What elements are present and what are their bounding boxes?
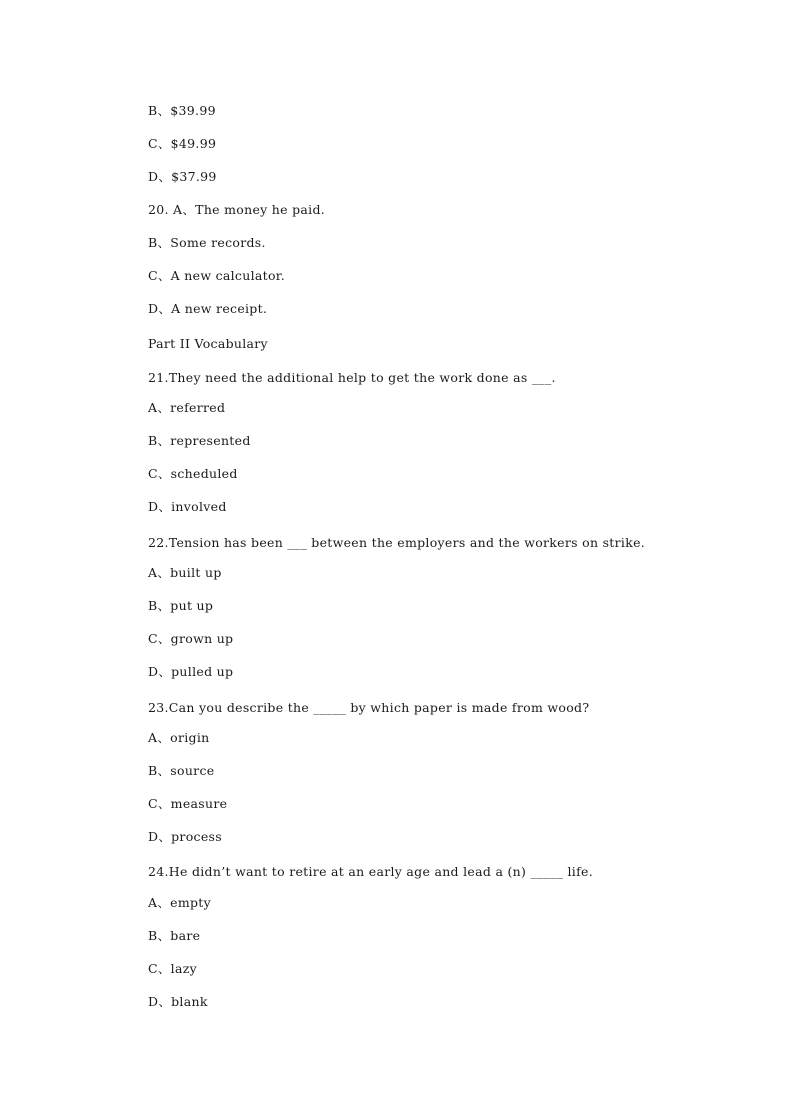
q22-option-d: D、pulled up: [148, 664, 234, 679]
q24-option-c: C、lazy: [148, 961, 197, 976]
q19-option-b: B、$39.99: [148, 103, 216, 118]
q20-question: 20. A、The money he paid.: [148, 202, 326, 217]
q20-option-b: B、Some records.: [148, 235, 266, 250]
q22-question: 22.Tension has been ___ between the employers and the workers on strike.: [148, 535, 646, 550]
q24-question: 24.He didn’t want to retire at an early age and lead a (n) _____ life.: [148, 864, 593, 879]
q21-question: 21.They need the additional help to get the work done as ___.: [148, 370, 556, 385]
q19-option-d: D、$37.99: [148, 169, 217, 184]
q23-option-a: A、origin: [148, 730, 210, 745]
q20-option-c: C、A new calculator.: [148, 268, 285, 283]
q22-option-a: A、built up: [148, 565, 222, 580]
q23-option-c: C、measure: [148, 796, 228, 811]
q21-option-d: D、involved: [148, 499, 227, 514]
q24-option-b: B、bare: [148, 928, 201, 943]
q24-option-d: D、blank: [148, 994, 208, 1009]
q23-option-b: B、source: [148, 763, 215, 778]
q21-option-a: A、referred: [148, 400, 226, 415]
section-title: Part II Vocabulary: [148, 336, 268, 351]
q23-question: 23.Can you describe the _____ by which paper is made from wood?: [148, 700, 590, 715]
q21-option-b: B、represented: [148, 433, 251, 448]
q23-option-d: D、process: [148, 829, 222, 844]
q20-option-d: D、A new receipt.: [148, 301, 268, 316]
q22-option-b: B、put up: [148, 598, 214, 613]
q22-option-c: C、grown up: [148, 631, 234, 646]
q24-option-a: A、empty: [148, 895, 211, 910]
q19-option-c: C、$49.99: [148, 136, 217, 151]
q21-option-c: C、scheduled: [148, 466, 238, 481]
